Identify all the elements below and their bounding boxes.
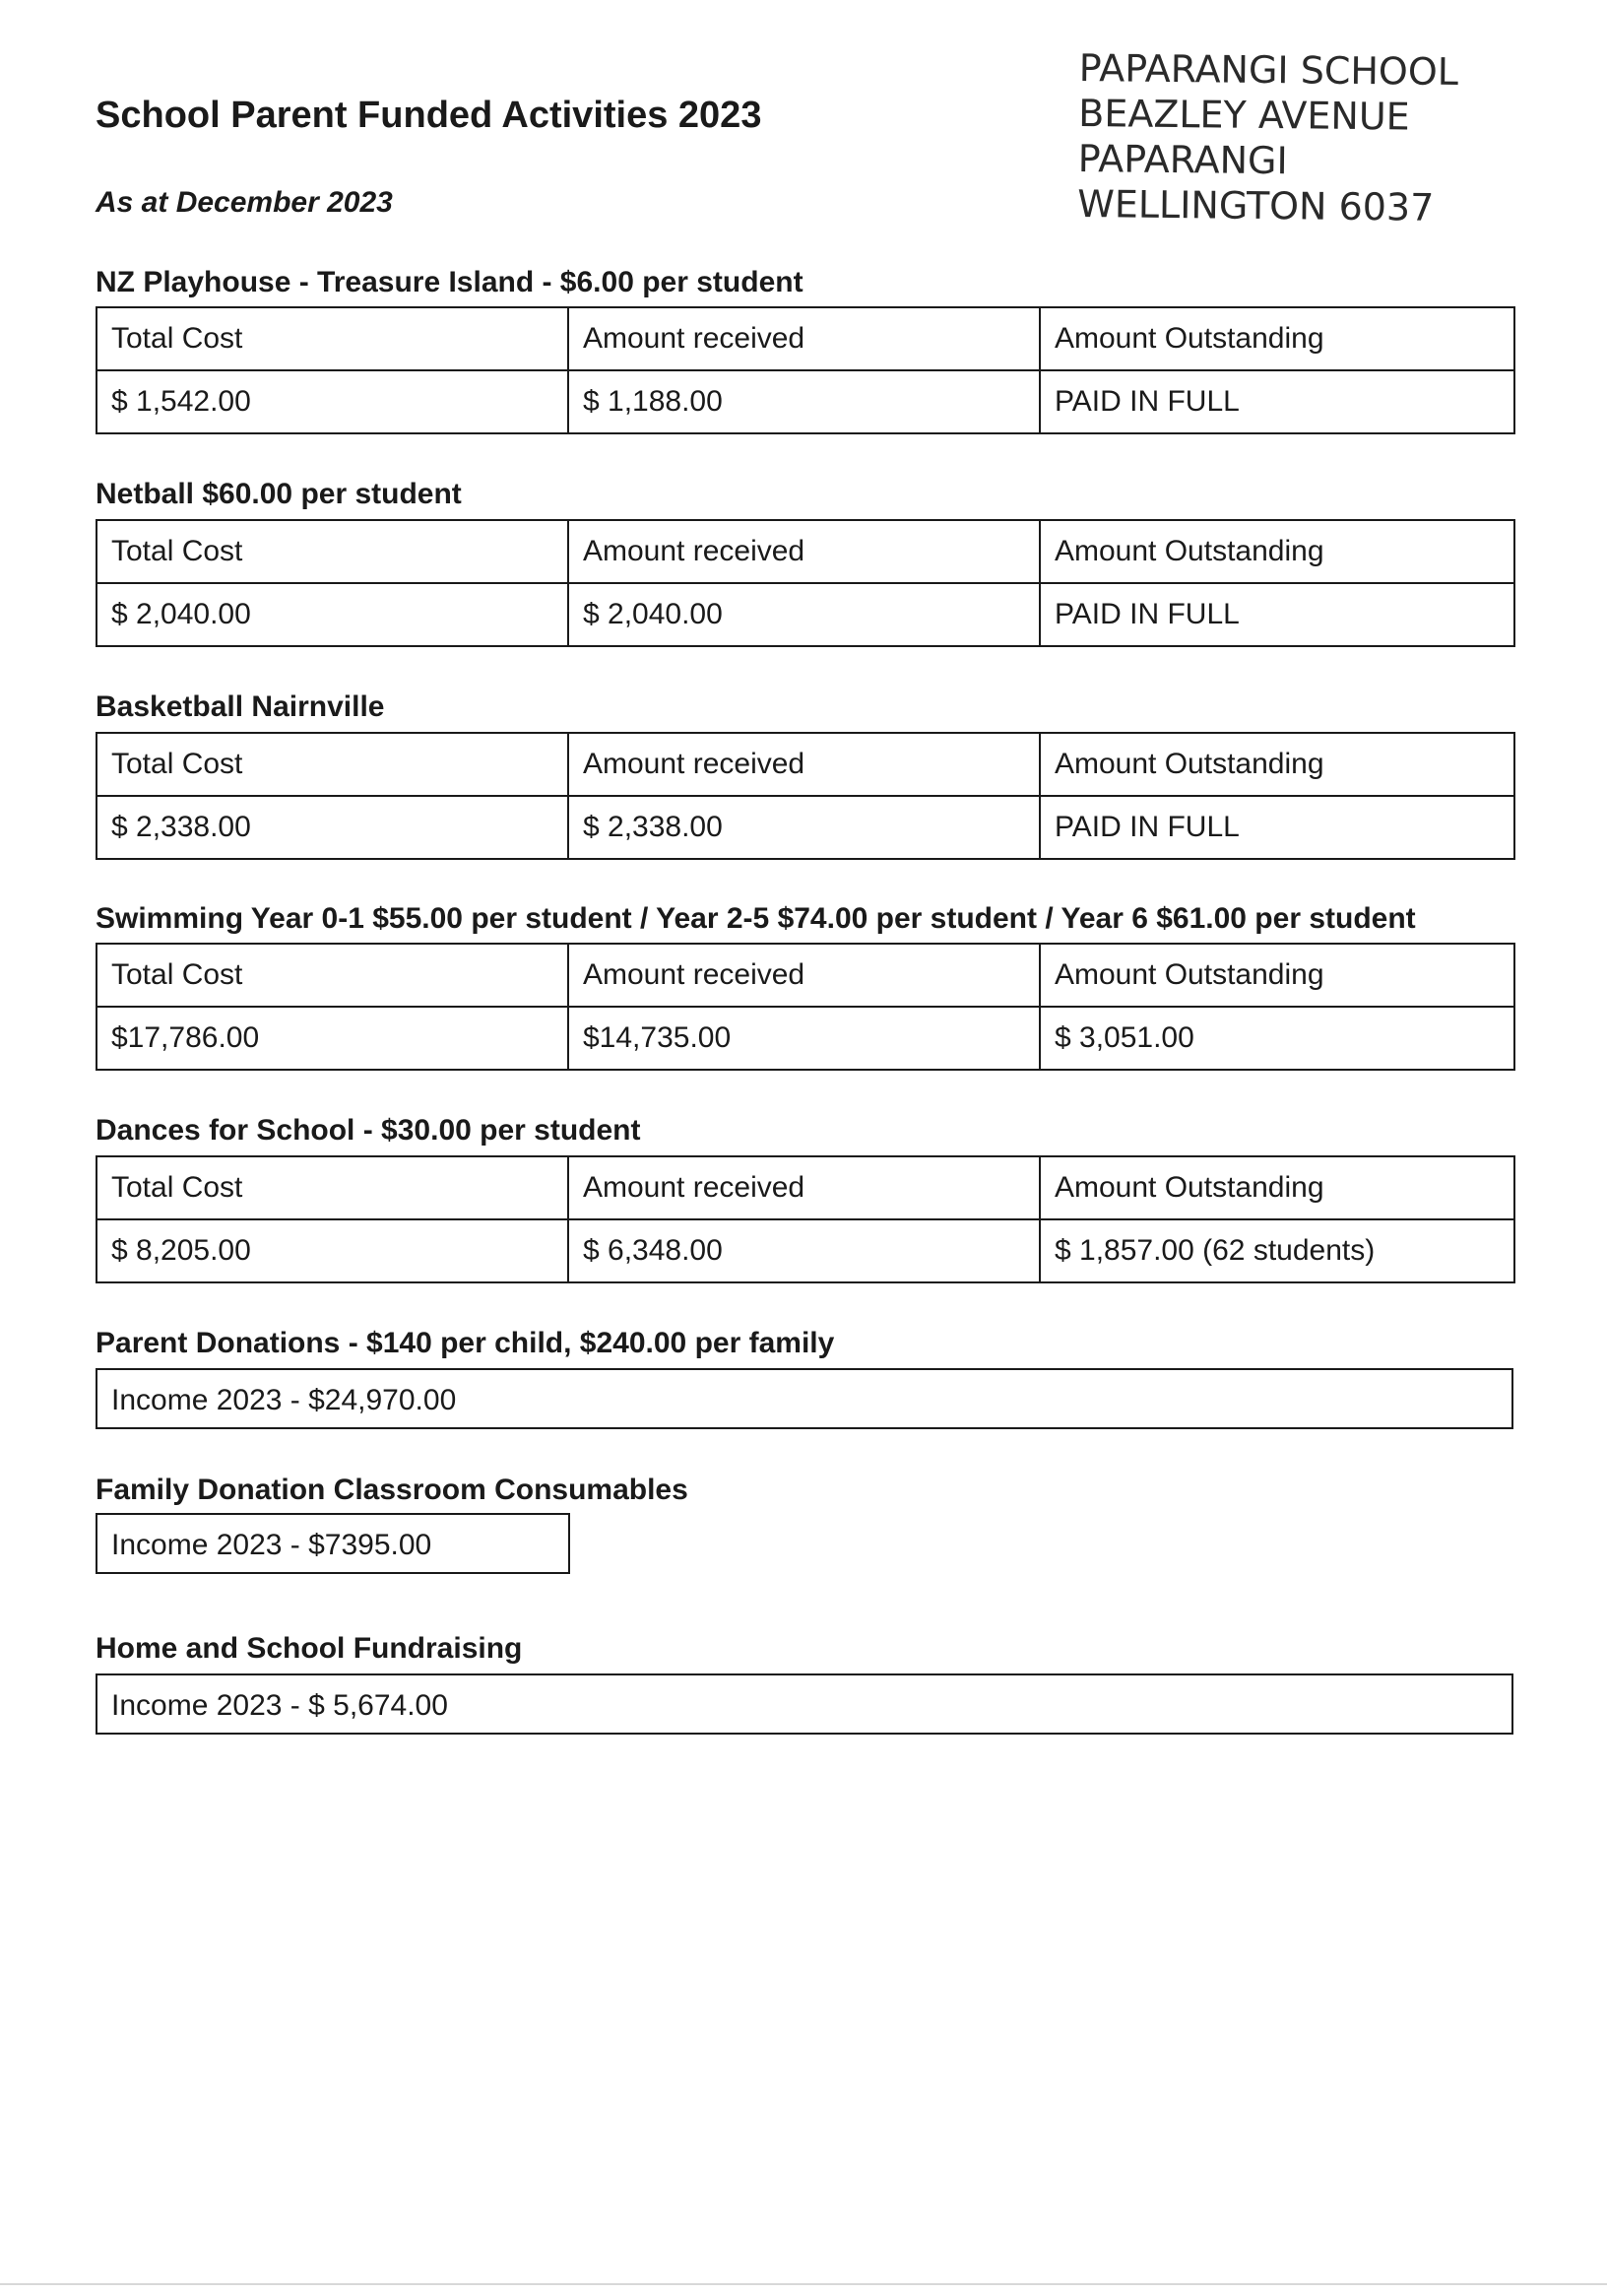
activity-heading: NZ Playhouse - Treasure Island - $6.00 per student [96, 266, 804, 298]
address-line: PAPARANGI SCHOOL [1078, 45, 1459, 95]
activity-heading: Basketball Nairnville [96, 690, 385, 723]
amount-received-value: $14,735.00 [568, 1007, 1040, 1070]
amount-outstanding-value: PAID IN FULL [1040, 370, 1514, 433]
amount-received-header: Amount received [568, 520, 1040, 583]
table-header-row [96, 733, 1514, 796]
amount-received-value: $ 2,338.00 [568, 796, 1040, 859]
address-line: BEAZLEY AVENUE [1078, 91, 1410, 139]
table-row [96, 370, 1514, 433]
total-cost-value: $ 1,542.00 [96, 370, 568, 433]
table-header-row [96, 307, 1514, 370]
amount-outstanding-header: Amount Outstanding [1040, 307, 1514, 370]
scan-edge-divider [0, 2283, 1607, 2285]
amount-outstanding-header: Amount Outstanding [1040, 1156, 1514, 1219]
total-cost-value: $ 8,205.00 [96, 1219, 568, 1282]
amount-received-header: Amount received [568, 307, 1040, 370]
amount-outstanding-header: Amount Outstanding [1040, 733, 1514, 796]
income-box: Income 2023 - $ 5,674.00 [96, 1673, 1513, 1735]
table-row [96, 583, 1514, 646]
activity-table [96, 732, 1515, 860]
donation-heading: Family Donation Classroom Consumables [96, 1474, 688, 1506]
amount-outstanding-value: $ 1,857.00 (62 students) [1040, 1219, 1514, 1282]
document-subtitle: As at December 2023 [96, 186, 393, 219]
amount-outstanding-value: PAID IN FULL [1040, 796, 1514, 859]
table-header-row [96, 944, 1514, 1007]
activity-table [96, 306, 1515, 434]
amount-outstanding-value: $ 3,051.00 [1040, 1007, 1514, 1070]
income-box: Income 2023 - $7395.00 [96, 1513, 570, 1574]
total-cost-header: Total Cost [96, 733, 568, 796]
amount-received-value: $ 2,040.00 [568, 583, 1040, 646]
amount-outstanding-header: Amount Outstanding [1040, 944, 1514, 1007]
table-header-row [96, 520, 1514, 583]
donation-heading: Parent Donations - $140 per child, $240.00 per family [96, 1327, 835, 1359]
table-row [96, 1219, 1514, 1282]
table-row [96, 1007, 1514, 1070]
activity-table [96, 943, 1515, 1071]
total-cost-header: Total Cost [96, 1156, 568, 1219]
table-header-row [96, 1156, 1514, 1219]
amount-received-value: $ 1,188.00 [568, 370, 1040, 433]
table-row [96, 796, 1514, 859]
total-cost-header: Total Cost [96, 944, 568, 1007]
activity-heading: Swimming Year 0-1 $55.00 per student / Year 2-5 $74.00 per student / Year 6 $61.00 per student [96, 902, 1416, 935]
total-cost-value: $17,786.00 [96, 1007, 568, 1070]
income-box: Income 2023 - $24,970.00 [96, 1368, 1513, 1429]
school-address-stamp [1077, 45, 1458, 230]
activity-table [96, 519, 1515, 647]
amount-received-value: $ 6,348.00 [568, 1219, 1040, 1282]
amount-received-header: Amount received [568, 944, 1040, 1007]
address-line: PAPARANGI [1077, 136, 1288, 183]
amount-received-header: Amount received [568, 1156, 1040, 1219]
amount-received-header: Amount received [568, 733, 1040, 796]
amount-outstanding-header: Amount Outstanding [1040, 520, 1514, 583]
total-cost-header: Total Cost [96, 520, 568, 583]
donation-heading: Home and School Fundraising [96, 1632, 523, 1665]
total-cost-header: Total Cost [96, 307, 568, 370]
activity-heading: Dances for School - $30.00 per student [96, 1114, 641, 1147]
activity-heading: Netball $60.00 per student [96, 478, 462, 510]
activity-table [96, 1155, 1515, 1283]
total-cost-value: $ 2,338.00 [96, 796, 568, 859]
document-title: School Parent Funded Activities 2023 [96, 95, 762, 136]
amount-outstanding-value: PAID IN FULL [1040, 583, 1514, 646]
address-line: WELLINGTON 6037 [1077, 181, 1435, 230]
total-cost-value: $ 2,040.00 [96, 583, 568, 646]
